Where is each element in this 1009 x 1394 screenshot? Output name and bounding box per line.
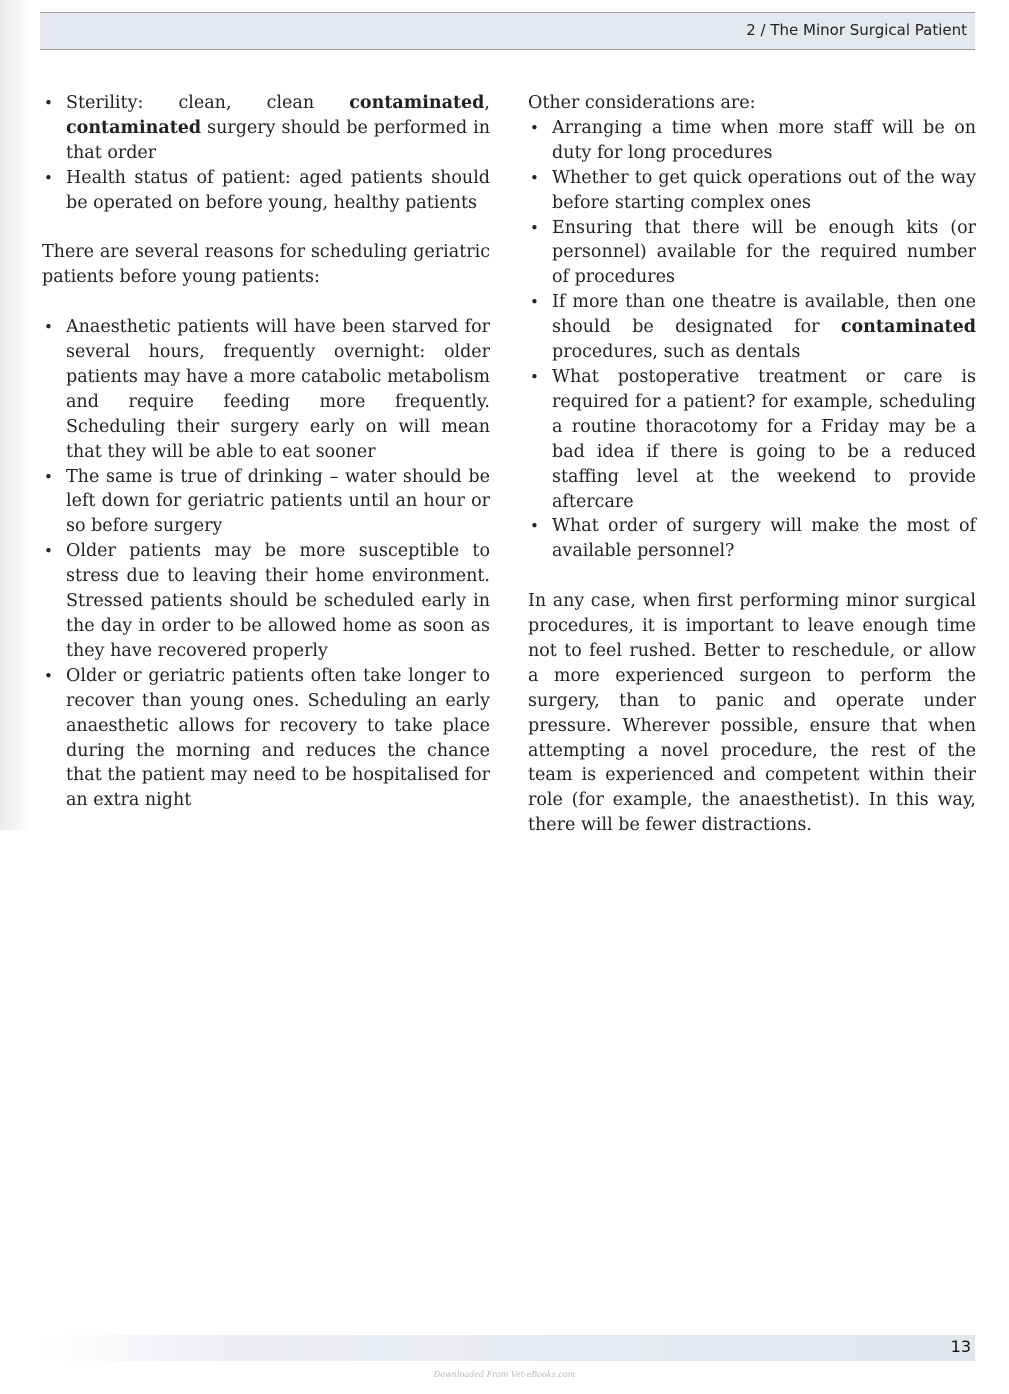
download-watermark: Downloaded From Vet-eBooks.com bbox=[433, 1370, 576, 1379]
list-item-text: procedures, such as dentals bbox=[552, 342, 801, 363]
list-item bbox=[528, 514, 976, 564]
page-footer bbox=[42, 1335, 975, 1361]
list-item bbox=[528, 216, 976, 291]
body-paragraph: In any case, when first performing minor surgical procedures, it is important to leave enough time not to feel rushed. Better to reschedule, or allow a more experienced surgeon to perform the surgery, than to panic and operate under pressure. Wherever possible, ensure that when attempting a novel procedure, the rest of the team is experienced and competent within their role (for example, the anaesthetist). In this way, there will be fewer distractions. bbox=[528, 591, 976, 836]
body-paragraph: There are several reasons for scheduling geriatric patients before young patients: bbox=[42, 242, 490, 288]
list-item-text: Sterility: clean, clean bbox=[66, 93, 350, 113]
bullet-list bbox=[528, 116, 976, 564]
list-item bbox=[528, 166, 976, 216]
list-item-text: Ensuring that there will be enough kits (or personnel) available for the required number of procedures bbox=[552, 217, 976, 288]
list-item bbox=[528, 116, 976, 166]
list-item-text: surgery should be performed in that order bbox=[66, 117, 490, 163]
list-item-text: Anaesthetic patients will have been starved for several hours, frequently overnight: older patients may have a more catabolic metabolism and require feeding more frequently. Scheduling their surgery early on will mean that they will be able to eat sooner bbox=[66, 317, 490, 462]
bullet-list bbox=[42, 91, 490, 216]
list-item-text: The same is true of drinking – water should be left down for geriatric patients until an hour or so before surgery bbox=[66, 466, 490, 537]
list-item-text: What postoperative treatment or care is required for a patient? for example, scheduling a routine thoracotomy for a Friday may be a bad idea if there is going to be a reduced staffing level at the weekend to provide aftercare bbox=[552, 366, 976, 512]
list-item bbox=[528, 290, 976, 365]
page-number: 13 bbox=[950, 1337, 971, 1356]
list-item bbox=[42, 465, 490, 540]
list-item-text: Arranging a time when more staff will be on duty for long procedures bbox=[552, 117, 976, 163]
bold-term: contaminated bbox=[840, 317, 976, 338]
bold-term: contaminated bbox=[66, 117, 202, 138]
list-item-text: Whether to get quick operations out of the way before starting complex ones bbox=[552, 167, 976, 213]
list-item-text: Older or geriatric patients often take longer to recover than young ones. Scheduling an early anaesthetic allows for recovery to take place during the morning and reduces the chance that the patient may need to be hospitalised for an extra night bbox=[66, 665, 490, 811]
list-item bbox=[42, 91, 490, 166]
lead-sentence: Other considerations are: bbox=[528, 93, 756, 113]
list-item-text: Older patients may be more susceptible to stress due to leaving their home environment. Stressed patients should be scheduled early in the day in order to be allowed home as soon as they have recovered properly bbox=[66, 541, 490, 661]
bullet-list bbox=[42, 315, 490, 813]
right-column bbox=[528, 91, 976, 863]
list-item bbox=[42, 166, 490, 216]
left-column bbox=[42, 91, 490, 838]
running-header-title: 2 / The Minor Surgical Patient bbox=[746, 21, 967, 39]
page-gutter-shadow bbox=[0, 0, 30, 830]
list-item bbox=[42, 664, 490, 813]
bold-term: contaminated bbox=[349, 93, 485, 113]
list-item-text: If more than one theatre is available, then one should be designated for bbox=[552, 292, 976, 338]
list-item-text: Health status of patient: aged patients should be operated on before young, healthy patients bbox=[66, 167, 490, 213]
list-item bbox=[42, 315, 490, 464]
list-item-text: What order of surgery will make the most of available personnel? bbox=[552, 516, 976, 562]
list-item-text: , bbox=[484, 93, 490, 113]
running-header bbox=[40, 12, 975, 50]
list-item bbox=[42, 539, 490, 664]
list-item bbox=[528, 365, 976, 514]
